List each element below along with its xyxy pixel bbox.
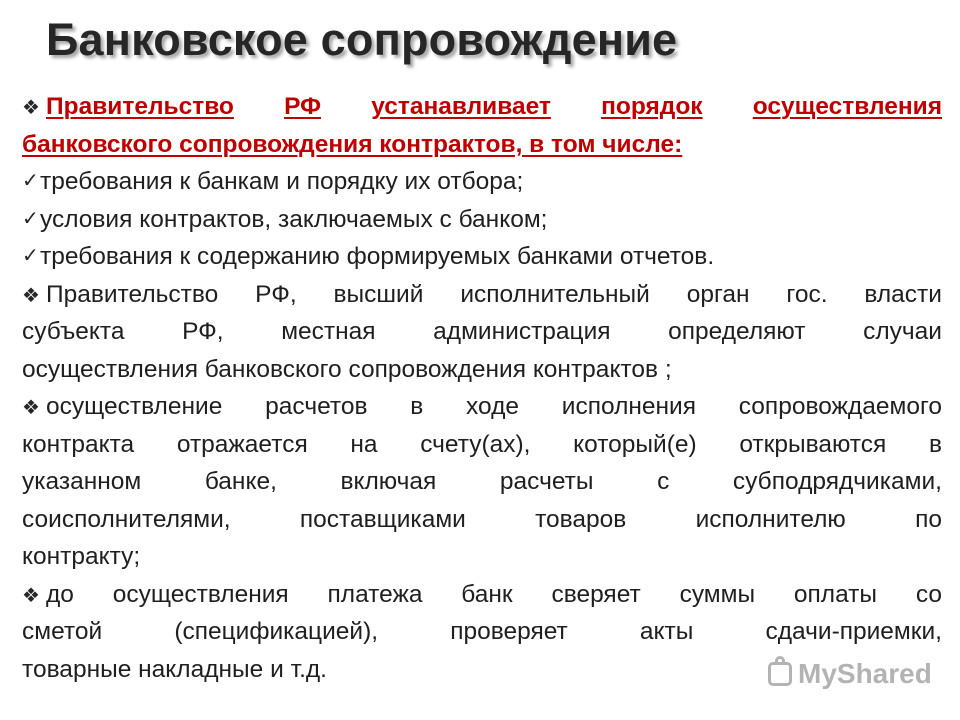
intro-word: порядок — [601, 93, 703, 120]
para3-line-2: контракта отражается на счету(ах), который(е) открываются в — [22, 430, 942, 458]
slide-title: Банковское сопровождение — [46, 14, 678, 65]
diamond-bullet-icon: ❖ — [22, 284, 40, 307]
watermark-text: MyShared — [798, 658, 932, 689]
para3-line-1: ❖ осуществление расчетов в ходе исполнения сопровождаемого — [22, 388, 942, 426]
checkmark-icon: ✓ — [22, 170, 39, 192]
intro-word: устанавливает — [371, 93, 551, 120]
diamond-bullet-icon: ❖ — [22, 397, 40, 419]
para3-line-4: соисполнителями, поставщиками товаров исполнителю по — [22, 505, 942, 533]
myshared-watermark — [768, 658, 932, 690]
check-item: ✓ требования к содержанию формируемых банками отчетов. — [22, 238, 942, 276]
para3-line-3: указанном банке, включая расчеты с субподрядчиками, — [22, 468, 942, 495]
para4-line-3: товарные накладные и т.д. — [22, 655, 327, 683]
para4-line-2: сметой (спецификацией), проверяет акты сдачи-приемки, — [22, 618, 942, 645]
intro-line-2 — [22, 126, 942, 164]
intro-word: РФ — [284, 93, 322, 120]
checkmark-icon: ✓ — [22, 245, 39, 267]
check-item: ✓ требования к банкам и порядку их отбора; — [22, 163, 942, 201]
checkmark-icon: ✓ — [22, 207, 39, 230]
para2-line-3: осуществления банковского сопровождения контрактов ; — [22, 355, 672, 383]
intro-text: банковского сопровождения контрактов, в том числе: — [22, 130, 683, 158]
intro-word: ❖ Правительство — [22, 88, 234, 126]
para2-line-1: ❖ Правительство РФ, высший исполнительный орган гос. власти — [22, 276, 942, 314]
check-item: ✓ условия контрактов, заключаемых с банком; — [22, 201, 942, 239]
diamond-bullet-icon: ❖ — [22, 97, 40, 119]
para4-line-1: ❖ до осуществления платежа банк сверяет суммы оплаты со — [22, 576, 942, 614]
para2-line-2: субъекта РФ, местная администрация определяют случаи — [22, 318, 942, 345]
diamond-bullet-icon: ❖ — [22, 584, 40, 607]
bag-logo-icon — [768, 662, 792, 686]
intro-word: осуществления — [752, 93, 942, 120]
slide-content — [22, 88, 942, 688]
intro-line-1 — [22, 88, 942, 126]
para3-line-5: контракту; — [22, 543, 141, 570]
